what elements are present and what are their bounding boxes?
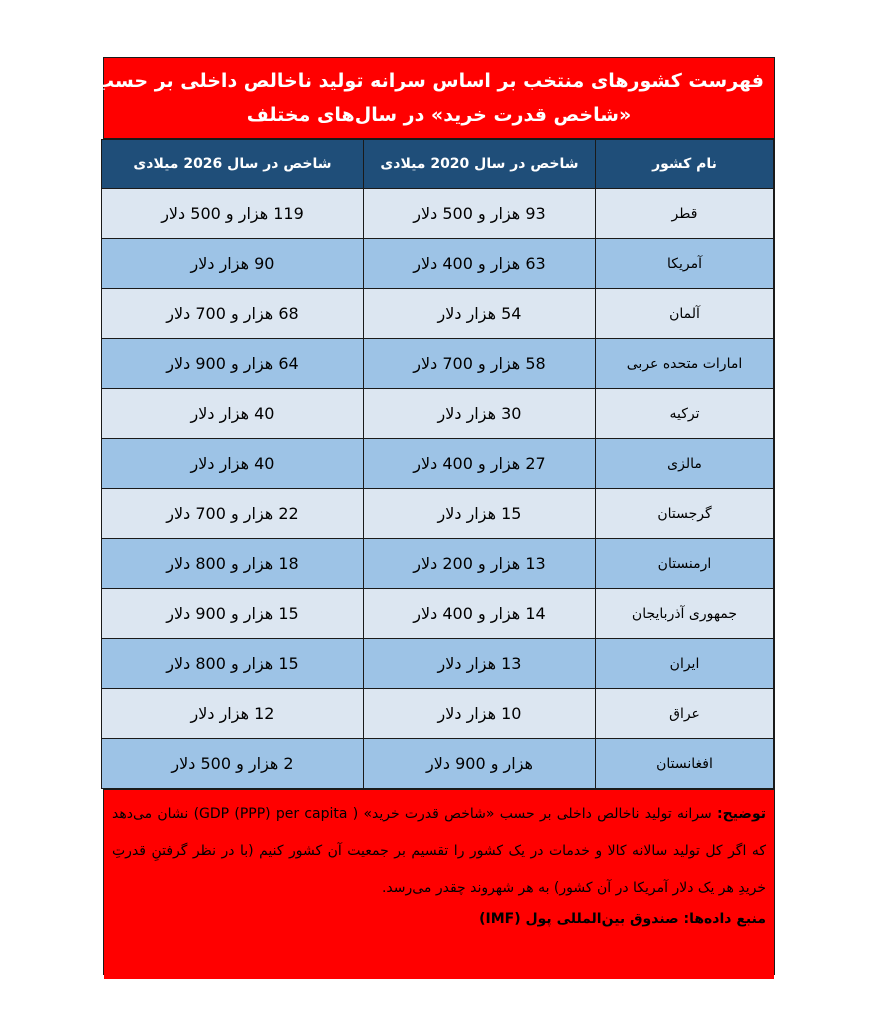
table-row — [102, 639, 774, 689]
cell-2026: 40 هزار دلار — [102, 389, 364, 439]
cell-2026: 40 هزار دلار — [102, 439, 364, 489]
gdp-ppp-table-document — [94, 57, 775, 975]
cell-country: عراق — [596, 689, 774, 739]
title-line-1: فهرست کشورهای منتخب بر اساس سرانه تولید ناخالص داخلی بر حسب — [94, 70, 764, 92]
cell-country: گرجستان — [596, 489, 774, 539]
cell-2020: 13 هزار دلار — [364, 639, 596, 689]
note-paragraph — [112, 796, 766, 907]
header-2020: شاخص در سال 2020 میلادی — [364, 140, 596, 189]
table-row — [102, 589, 774, 639]
cell-2020: 15 هزار دلار — [364, 489, 596, 539]
cell-2020: 58 هزار و 700 دلار — [364, 339, 596, 389]
note-body: سرانه تولید ناخالص داخلی بر حسب «شاخص قدرت خرید» ( GDP (PPP) per capita) نشان می‌دهد که اگر کل تولید سالانه کالا و خدمات در یک کشور را تقسیم بر جمعیت آن کشور کنیم (با در نظر گرفتنِ قدرتِ خریدِ هر یک دلار آمریکا در آن کشور) به هر شهروند چقدر می‌رسد. — [112, 806, 766, 896]
table-row — [102, 489, 774, 539]
cell-2026: 15 هزار و 900 دلار — [102, 589, 364, 639]
cell-2020: هزار و 900 دلار — [364, 739, 596, 789]
cell-country: امارات متحده عربی — [596, 339, 774, 389]
cell-2026: 22 هزار و 700 دلار — [102, 489, 364, 539]
cell-2020: 14 هزار و 400 دلار — [364, 589, 596, 639]
cell-country: افغانستان — [596, 739, 774, 789]
cell-country: جمهوری آذربایجان — [596, 589, 774, 639]
cell-2026: 15 هزار و 800 دلار — [102, 639, 364, 689]
cell-country: آمریکا — [596, 239, 774, 289]
title-banner — [94, 58, 774, 139]
cell-2026: 12 هزار دلار — [102, 689, 364, 739]
header-country: نام کشور — [596, 140, 774, 189]
table-row — [102, 539, 774, 589]
gdp-table — [101, 139, 774, 789]
cell-2026: 119 هزار و 500 دلار — [102, 189, 364, 239]
table-row — [102, 739, 774, 789]
cell-2020: 13 هزار و 200 دلار — [364, 539, 596, 589]
table-header-row — [102, 140, 774, 189]
cell-2020: 63 هزار و 400 دلار — [364, 239, 596, 289]
cell-country: آلمان — [596, 289, 774, 339]
cell-2020: 27 هزار و 400 دلار — [364, 439, 596, 489]
table-row — [102, 289, 774, 339]
cell-2026: 68 هزار و 700 دلار — [102, 289, 364, 339]
cell-2020: 30 هزار دلار — [364, 389, 596, 439]
cell-2020: 10 هزار دلار — [364, 689, 596, 739]
header-2026: شاخص در سال 2026 میلادی — [102, 140, 364, 189]
table-row — [102, 239, 774, 289]
cell-2026: 90 هزار دلار — [102, 239, 364, 289]
source-line: منبع داده‌ها: صندوق بین‌المللی پول (IMF) — [479, 911, 766, 927]
cell-2026: 2 هزار و 500 دلار — [102, 739, 364, 789]
note-label: توضیح: — [717, 806, 766, 822]
table-row — [102, 389, 774, 439]
cell-2020: 54 هزار دلار — [364, 289, 596, 339]
table-row — [102, 189, 774, 239]
table-row — [102, 689, 774, 739]
cell-country: ارمنستان — [596, 539, 774, 589]
cell-2026: 64 هزار و 900 دلار — [102, 339, 364, 389]
cell-2026: 18 هزار و 800 دلار — [102, 539, 364, 589]
cell-country: قطر — [596, 189, 774, 239]
cell-country: ایران — [596, 639, 774, 689]
table-row — [102, 439, 774, 489]
cell-country: مالزی — [596, 439, 774, 489]
title-line-2: «شاخص قدرت خرید» در سال‌های مختلف — [246, 104, 632, 126]
cell-country: ترکیه — [596, 389, 774, 439]
table-row — [102, 339, 774, 389]
note-box — [104, 789, 774, 979]
cell-2020: 93 هزار و 500 دلار — [364, 189, 596, 239]
